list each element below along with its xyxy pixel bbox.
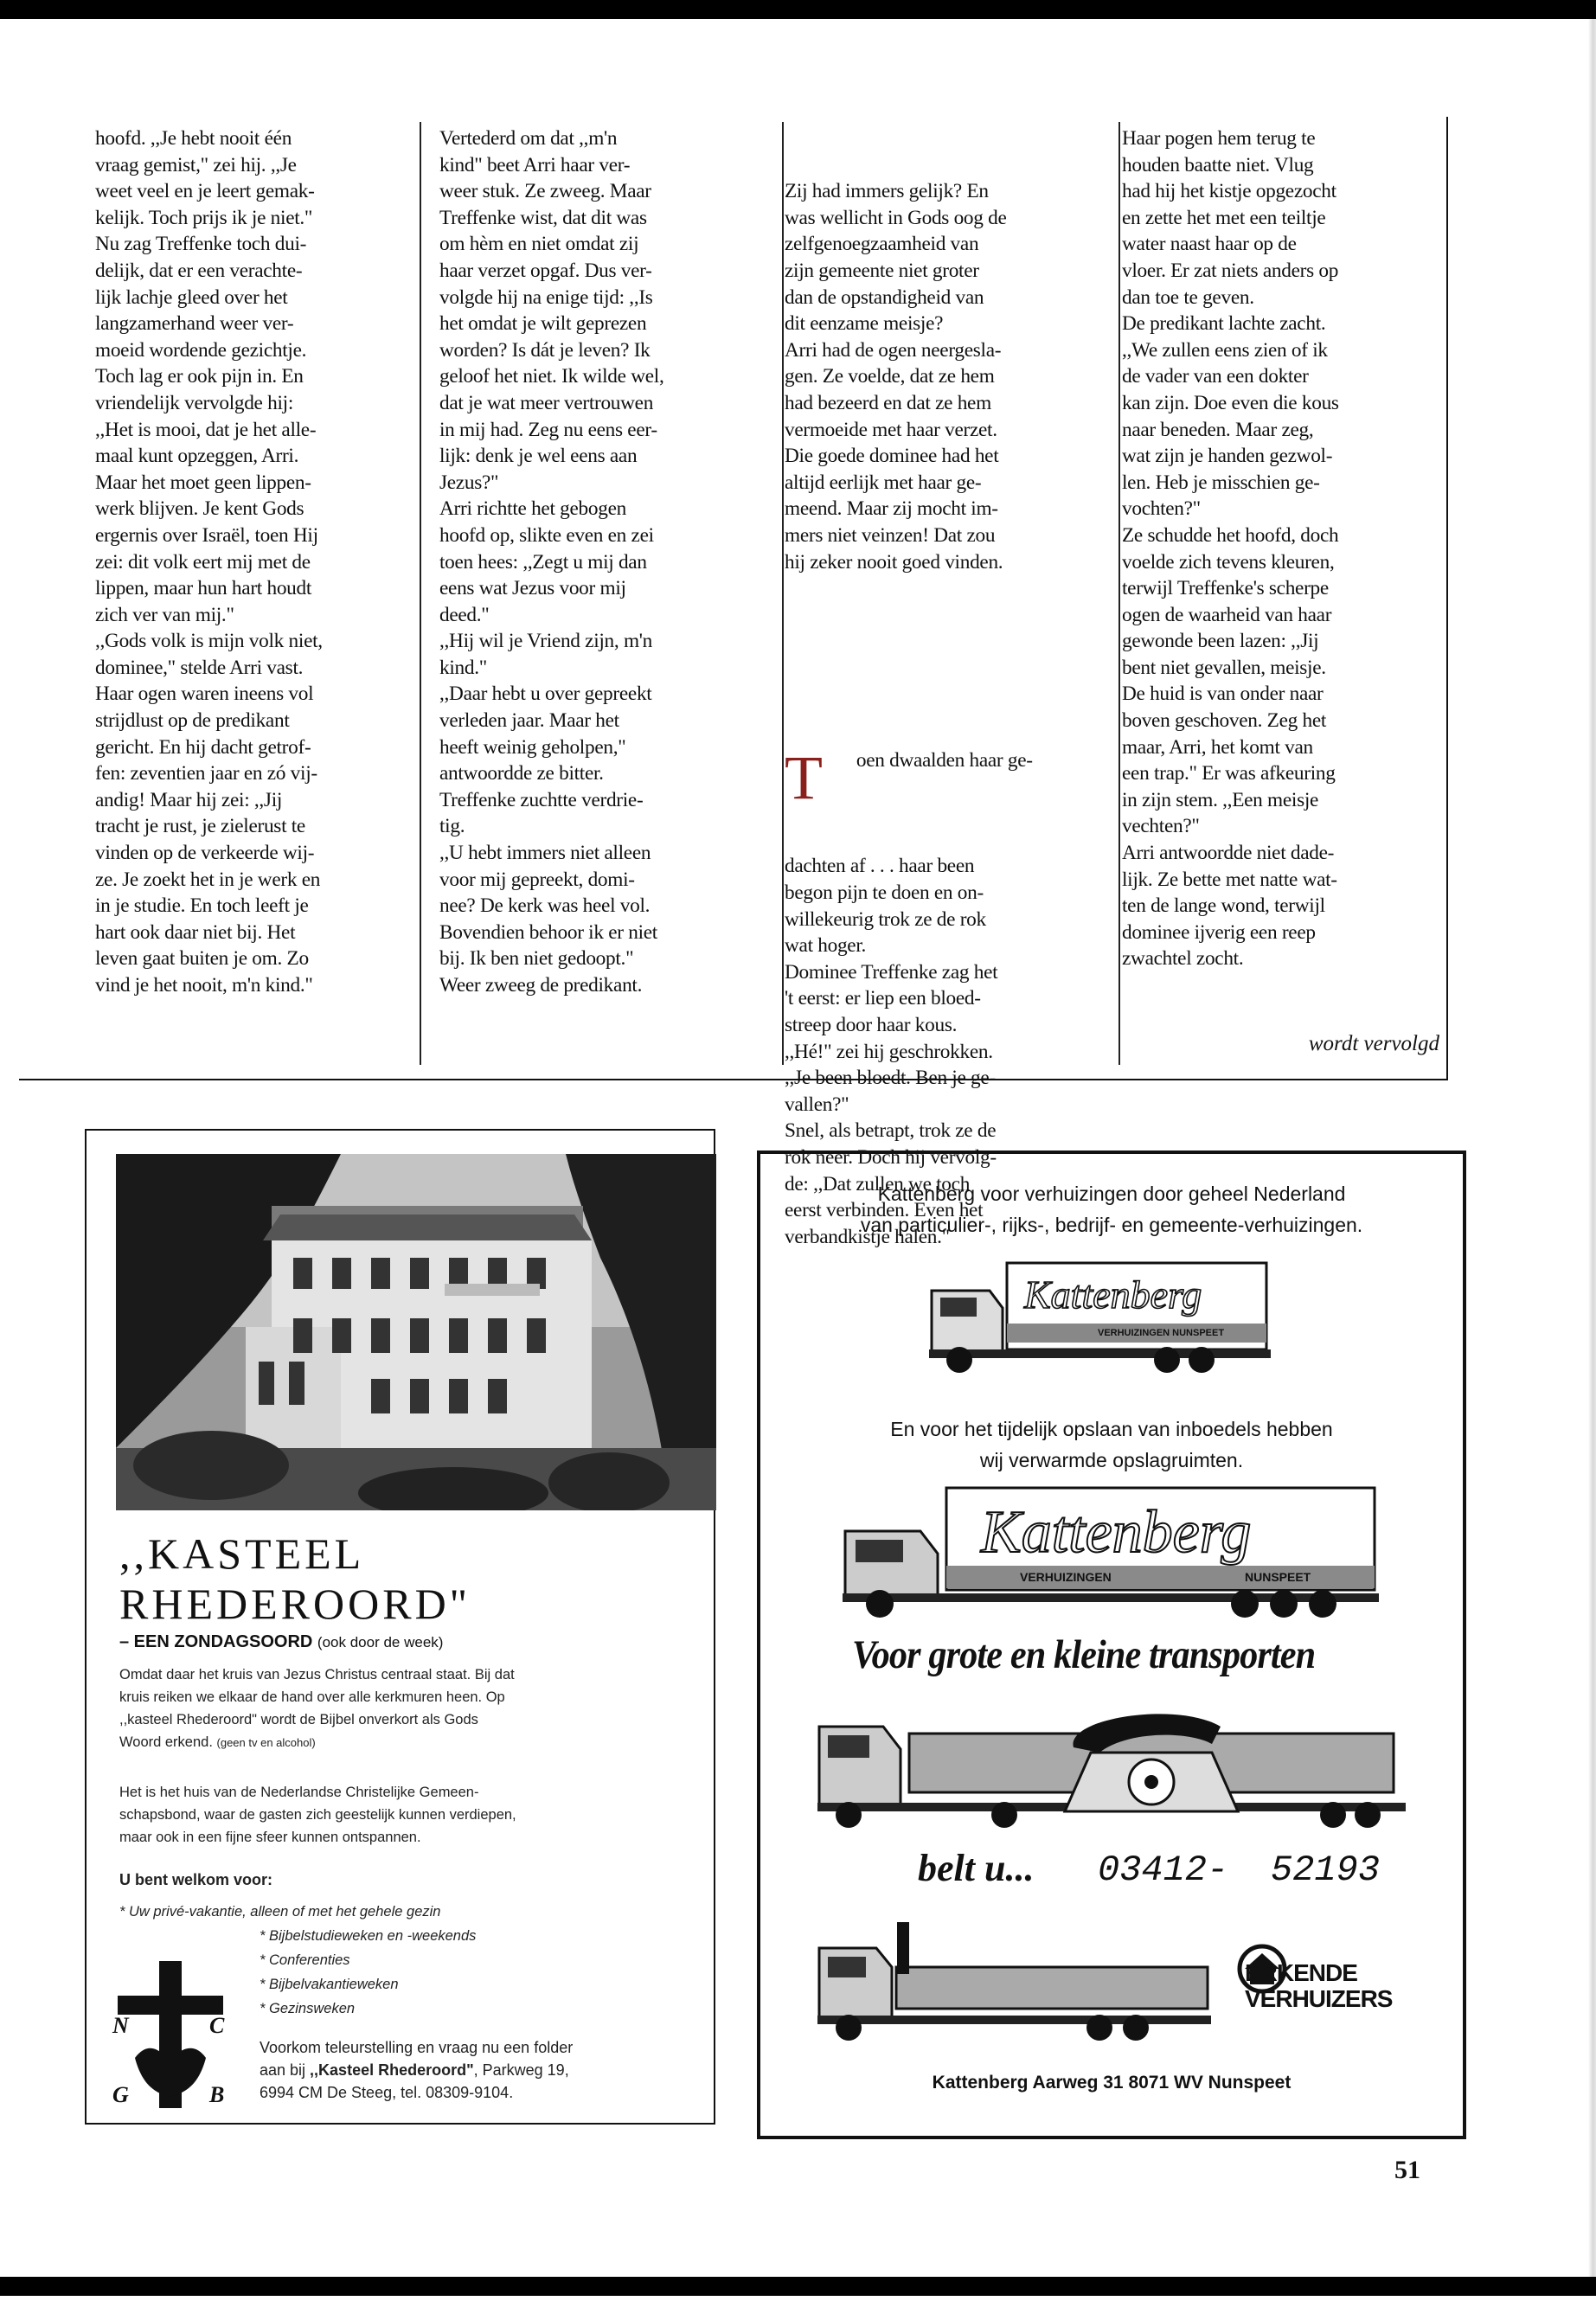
logo-letter: N (112, 2013, 129, 2038)
call-prompt: belt u... (918, 1847, 1035, 1889)
column-rule (1118, 122, 1120, 1065)
ad-title-line-1: ,,KASTEEL (119, 1529, 365, 1578)
ad-slogan: Voor grote en kleine transporten (852, 1632, 1316, 1677)
story-column-1: hoofd. ,,Je hebt nooit één vraag gemist," zei hij. ,,Je weet veel en je leert gemak- kelijk. Toch prijs ik je niet." Nu zag Treffenke toch dui- delijk, dat er een verachte- lijk lachje gleed over het langzamerhand weer ver- moeid wordende gezichtje. Toch lag er ook pijn in. En vriendelijk vervolgde hij: ,,Het is mooi, dat je het alle- maal kunt opzeggen, Arri. Maar het moet geen lippen- werk blijven. Je kent Gods ergernis over Israël, toen Hij zei: dit volk eert mij met de lippen, maar hun hart houdt zich ver van mij." ,,Gods volk is mijn volk niet, dominee," stelde Arri vast. Haar ogen waren ineens vol strijdlust op de predikant gericht. En hij dacht getrof- fen: zeventien jaar en zó vij- andig! Maar hij zei: ,,Jij tracht je rust, je zielerust te vinden op de verkeerde wij- ze. Je zoekt het in je werk en in je studie. En toch leeft je hart ook daar niet bij. Het leven gaat buiten je om. Zo vind je het nooit, m'n kind." (95, 127, 323, 997)
story-column-3 (785, 125, 1096, 1304)
ad-subtitle: – EEN ZONDAGSOORD (ook door de week) (119, 1632, 444, 1651)
ad-line: van particulier-, rijks-, bedrijf- en gemeente-verhuizingen. (860, 1214, 1363, 1236)
castle-photo (116, 1154, 716, 1510)
bottom-border (0, 2277, 1596, 2296)
drop-cap: T (785, 743, 823, 813)
ad-item: * Conferenties (260, 1952, 350, 1968)
truck-logo-text: Kattenberg (1024, 1272, 1202, 1317)
ad-item: * Bijbelstudieweken en -weekends (260, 1928, 477, 1944)
phone-number: 52193 (1271, 1849, 1381, 1891)
trailer-truck-icon (838, 1483, 1383, 1621)
truck-small-text: VERHUIZINGEN NUNSPEET (1098, 1328, 1225, 1338)
column-rule (782, 122, 784, 1065)
story-column-3-bottom: dachten af . . . haar been begon pijn te doen en on- willekeurig trok ze de rok wat hoger. Dominee Treffenke zag het 't eerst: er liep een bloed- streep door haar kous. ,,Hé!" zei hij geschrokken. ,,Je been bloedt. Ben je ge- vallen?" Snel, als betrapt, trok ze de rok neer. Doch hij vervolg- de: ,,Dat zullen we toch eerst verbinden. Even het verbandkistje halen." (785, 855, 998, 1248)
company-address: Kattenberg Aarweg 31 8071 WV Nunspeet (932, 2073, 1292, 2093)
ad-line: Kattenberg voor verhuizingen door geheel Nederland (877, 1183, 1346, 1205)
flatbed-truck-phone-icon (814, 1701, 1420, 1830)
story-column-2: Vertederd om dat ,,m'n kind" beet Arri haar ver- weer stuk. Ze zweeg. Maar Treffenke wist, dat dit was om hèm en niet omdat zij haar verzet opgaf. Dus ver- volgde hij na enige tijd: ,,Is het omdat je wilt geprezen worden? Is dát je leven? Ik geloof het niet. Ik wilde wel, dat je wat meer vertrouwen in mij had. Zeg nu eens eer- lijk: denk je wel eens aan Jezus?" Arri richtte het gebogen hoofd op, slikte even en zei toen hees: ,,Zegt u mij dan eens wat Jezus voor mij deed." ,,Hij wil je Vriend zijn, m'n kind." ,,Daar hebt u over gepreekt verleden jaar. Maar het heeft weinig geholpen," antwoordde ze bitter. Treffenke zuchtte verdrie- tig. ,,U hebt immers niet alleen voor mij gepreekt, domi- nee? De kerk was heel vol. Bovendien behoor ik er niet bij. Ik ben niet gedoopt." Weer zweeg de predikant. (439, 127, 664, 997)
logo-letter: G (112, 2082, 129, 2107)
scan-edge (1588, 19, 1596, 2277)
story-column-3-dropcap-para: T oen dwaalden haar ge- (785, 743, 1033, 813)
phone-area-code: 03412- (1098, 1849, 1229, 1891)
castle-photo-icon (116, 1154, 716, 1510)
ad-welcome: U bent welkom voor: (119, 1871, 273, 1888)
crane-truck-icon (814, 1913, 1221, 2043)
ad-title-line-2: RHEDEROORD" (119, 1580, 471, 1628)
ncgb-cross-logo (109, 1954, 234, 2112)
column-rule (420, 122, 421, 1065)
truck-side-text: NUNSPEET (1245, 1570, 1311, 1584)
logo-letter: B (209, 2082, 225, 2107)
ad-item: * Bijbelvakantieweken (260, 1977, 399, 1992)
story-column-3-top: Zij had immers gelijk? En was wellicht in Gods oog de zelfgenoegzaamheid van zijn gemeente niet groter dan de opstandigheid van dit eenzame meisje? Arri had de ogen neergesla- gen. Ze voelde, dat ze hem had bezeerd en dat ze hem vermoeide met haar verzet. Die goede dominee had het altijd eerlijk met haar ge- meend. Maar zij mocht im- mers niet veinzen! Dat zou hij zeker nooit goed vinden. (785, 180, 1007, 574)
ad-line: En voor het tijdelijk opslaan van inboedels hebben (890, 1418, 1333, 1440)
ad-footer: Voorkom teleurstelling en vraag nu een folder aan bij ,,Kasteel Rhederoord", Parkweg 19, 6994 CM De Steeg, tel. 08309-9104. (260, 2039, 574, 2101)
ad-subtitle-note: (ook door de week) (317, 1634, 444, 1650)
logo-letter: C (209, 2013, 225, 2038)
erkende-verhuizers-label: ERKENDE VERHUIZERS (1245, 1959, 1393, 2012)
page-number: 51 (1394, 2156, 1420, 2184)
moving-truck-icon (925, 1256, 1279, 1377)
truck-logo-text: Kattenberg (981, 1499, 1252, 1566)
ad-item: * Gezinsweken (260, 2001, 356, 2016)
truck-side-text: VERHUIZINGEN (1020, 1570, 1112, 1584)
continued-note: wordt vervolgd (1308, 1032, 1439, 1055)
ad-paragraph-2: Het is het huis van de Nederlandse Christelijke Gemeen- schapsbond, waar de gasten zich geestelijk kunnen verdiepen, maar ook in een fijne sfeer kunnen ontspannen. (119, 1785, 516, 1845)
ad-paragraph-1: Omdat daar het kruis van Jezus Christus centraal staat. Bij dat kruis reiken we elkaar de hand over alle kerkmuren heen. Op ,,kasteel Rhederoord" wordt de Bijbel onverkort als Gods Woord erkend. (geen tv en alcohol) (119, 1667, 515, 1750)
kasteel-rhederoord-ad (85, 1129, 715, 2125)
top-border (0, 0, 1596, 19)
ad-line: wij verwarmde opslagruimten. (979, 1449, 1244, 1471)
story-column-4: Haar pogen hem terug te houden baatte niet. Vlug had hij het kistje opgezocht en zette het met een teiltje water naast haar op de vloer. Er zat niets anders op dan toe te geven. De predikant lachte zacht. ,,We zullen eens zien of ik de vader van een dokter kan zijn. Doe even die kous naar beneden. Maar zeg, wat zijn je handen gezwol- len. Heb je misschien ge- vochten?" Ze schudde het hoofd, doch voelde zich tevens kleuren, terwijl Treffenke's scherpe ogen de waarheid van haar gewonde been lazen: ,,Jij bent niet gevallen, meisje. De huid is van onder naar boven geschoven. Zeg het maar, Arri, het komt van een trap." Er was afkeuring in zijn stem. ,,Een meisje vechten?" Arri antwoordde niet dade- lijk. Ze bette met natte wat- ten de lange wond, terwijl dominee ijverig een reep zwachtel zocht. (1122, 127, 1339, 971)
kattenberg-ad (757, 1150, 1466, 2139)
ad-item: * Uw privé-vakantie, alleen of met het gehele gezin (119, 1904, 441, 1920)
